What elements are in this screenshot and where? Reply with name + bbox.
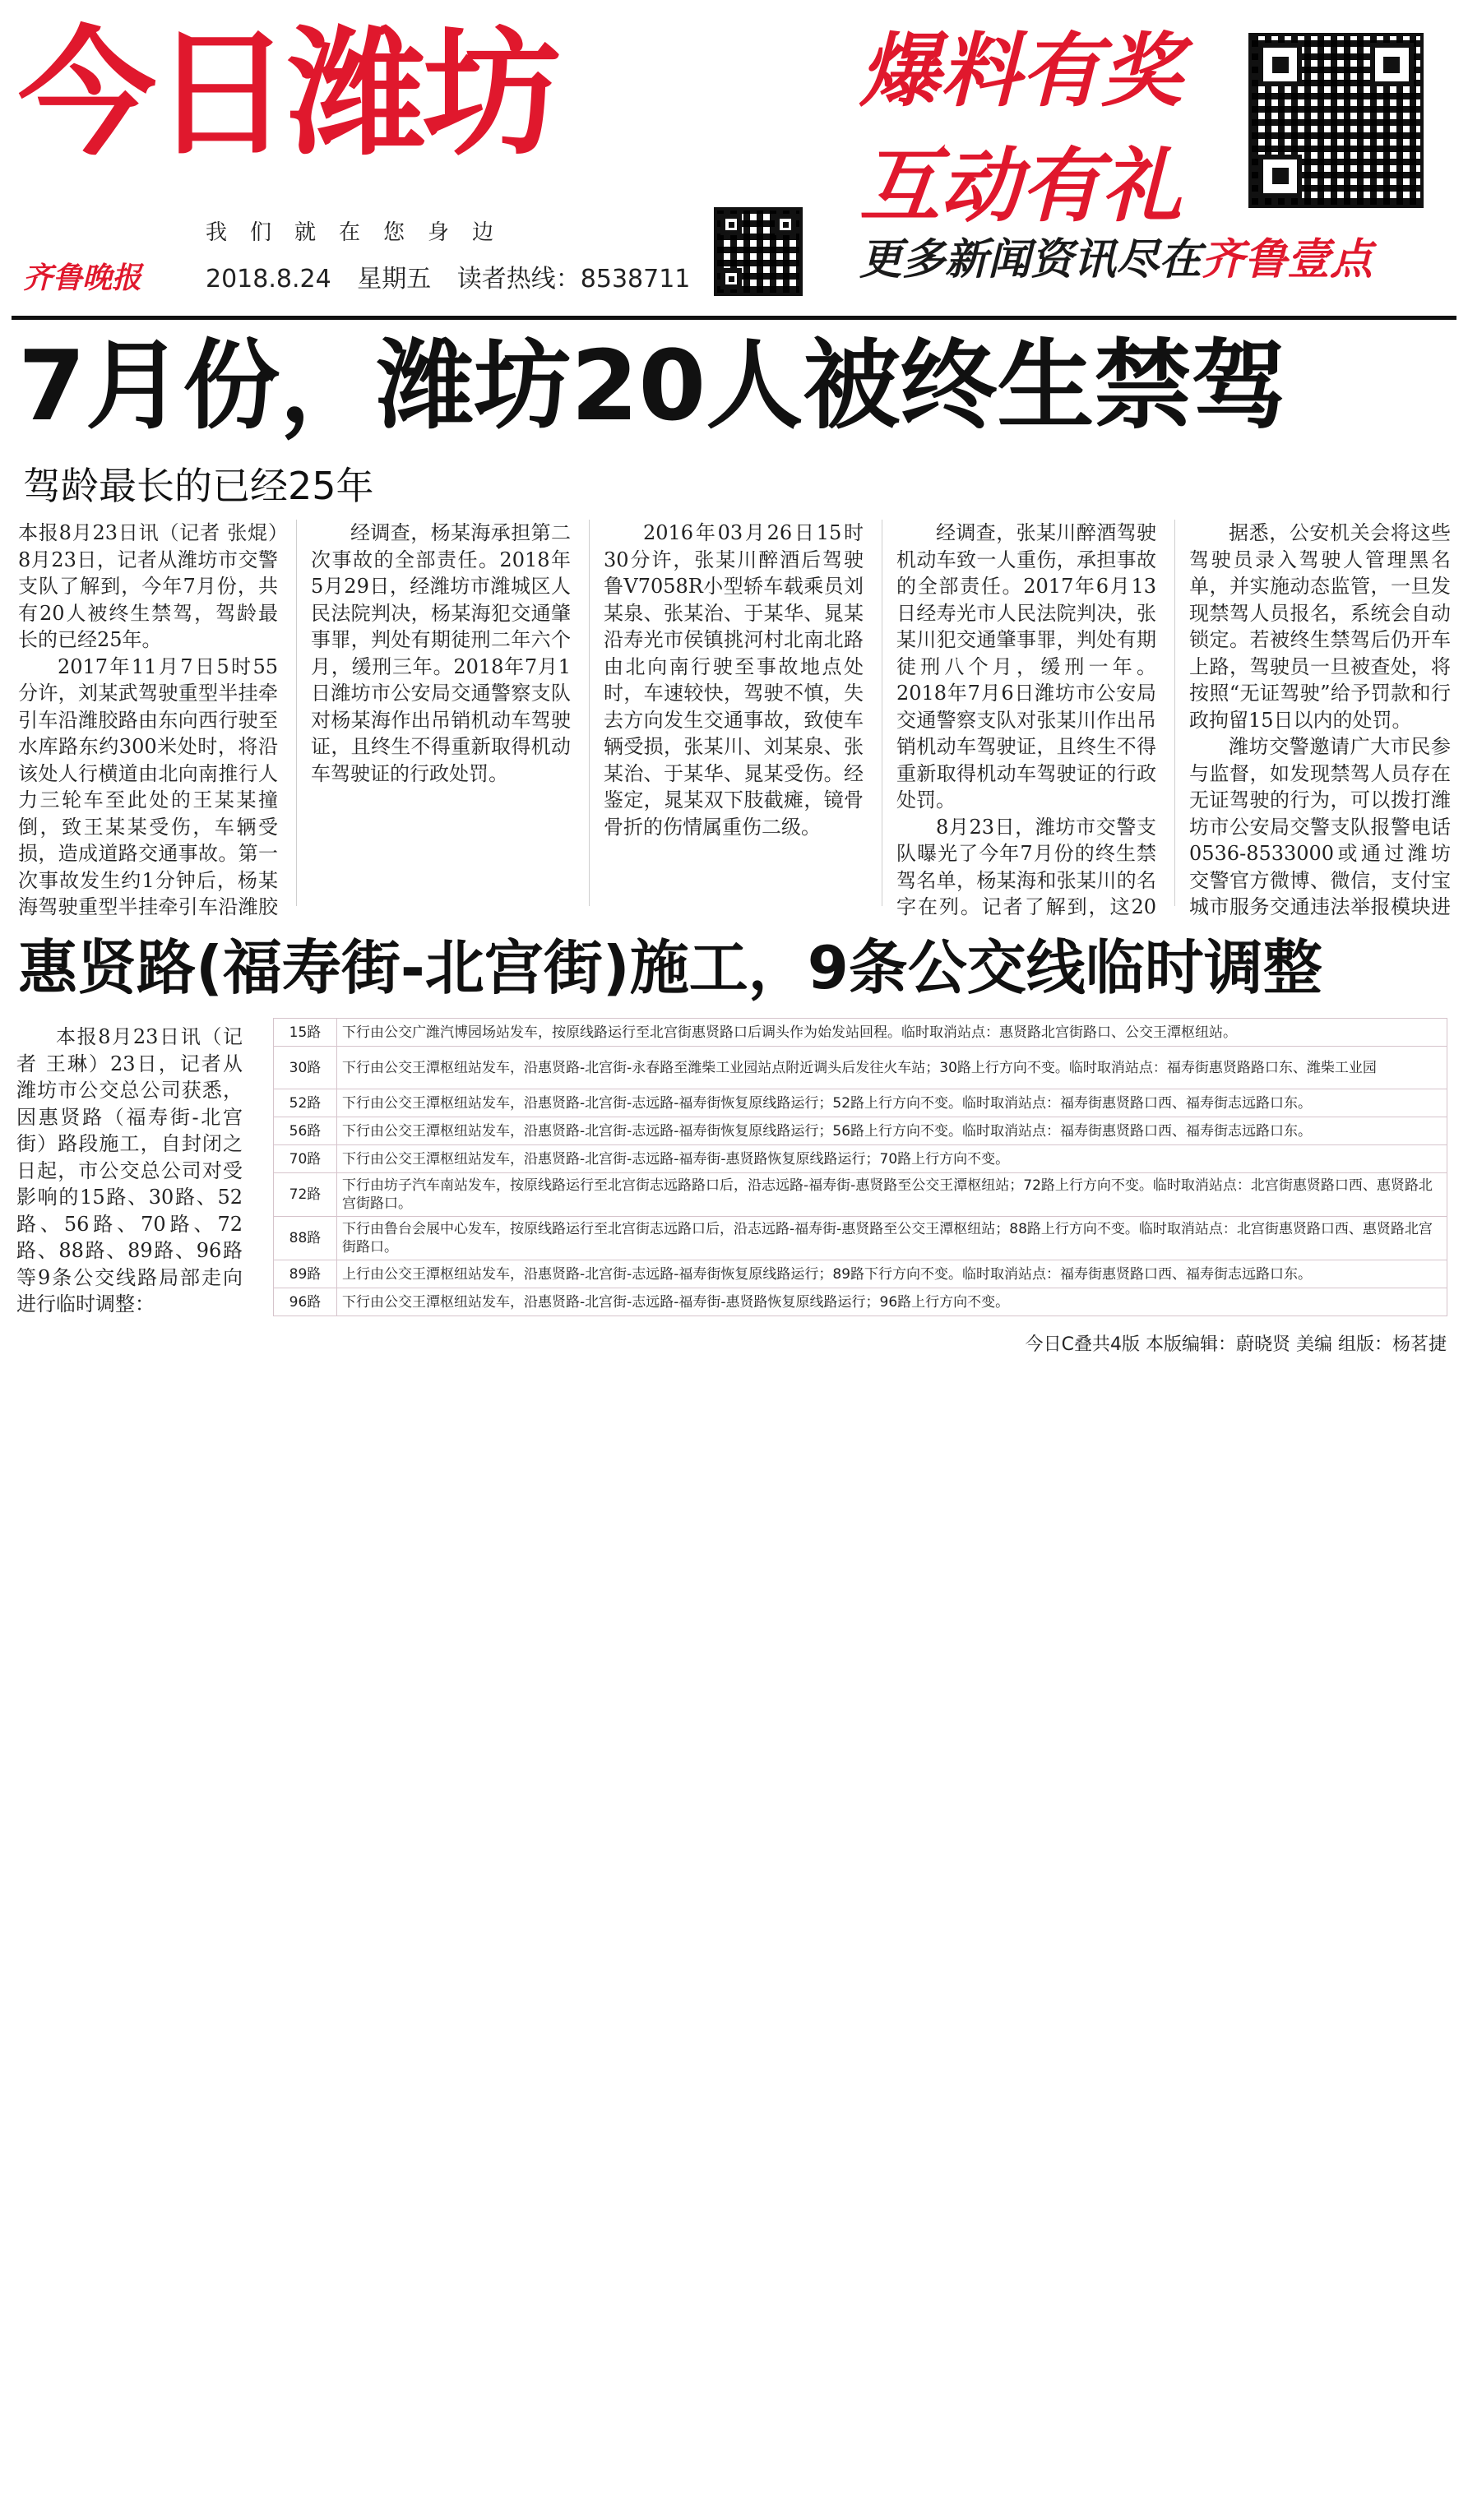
table-row: [274, 1019, 1447, 1047]
article1-para-6: 8月23日，潍坊市交警支队曝光了今年7月份的终生禁驾名单，杨某海和张某川的名字在列。记者了解到，这20: [896, 815, 1156, 918]
table-row: [274, 1047, 1447, 1089]
issue-weekday: 星期五: [357, 265, 432, 294]
table-row: [274, 1217, 1447, 1260]
article2-paragraph: 本报8月23日讯（记者 王琳）23日，记者从潍坊市公交总公司获悉，因惠贤路（福寿街-北宫街）路段施工，自封闭之日起，市公交总公司对受影响的15路、30路、52路、56路、70路、72路、88路、89路、96路等9条公交线路局部走向进行临时调整：: [16, 1025, 243, 1315]
qr-code-large-icon: [1248, 33, 1424, 208]
article2-lead: [16, 1024, 243, 1320]
promo-line-1: 爆料有奖: [859, 25, 1183, 118]
route-number: 88路: [274, 1217, 337, 1260]
column-rule: [296, 520, 297, 906]
route-number: 15路: [274, 1019, 337, 1047]
route-description: 上行由公交王潭枢纽站发车，沿惠贤路-北宫街-志远路-福寿街恢复原线路运行；89路下行方向不变。临时取消站点：福寿街惠贤路口西、福寿街志远路口东。: [337, 1260, 1447, 1288]
masthead-slogan: 我们就在您身边: [206, 220, 517, 245]
route-description: 下行由公交广潍汽博园场站发车，按原线路运行至北宫街惠贤路口后调头作为始发站回程。临时取消站点：惠贤路北宫街路口、公交王潭枢纽站。: [337, 1019, 1447, 1047]
route-description: 下行由公交王潭枢纽站发车，沿惠贤路-北宫街-志远路-福寿街-惠贤路恢复原线路运行；70路上行方向不变。: [337, 1145, 1447, 1173]
route-description: 下行由公交王潭枢纽站发车，沿惠贤路-北宫街-志远路-福寿街恢复原线路运行；52路上行方向不变。临时取消站点：福寿街惠贤路口西、福寿街志远路口东。: [337, 1089, 1447, 1117]
article1-column-4: [896, 520, 1156, 921]
article1-para-7: 据悉，公安机关会将这些驾驶员录入驾驶人管理黑名单，并实施动态监管，一旦发现禁驾人员报名，系统会自动锁定。若被终生禁驾后仍开车上路，驾驶员一旦被查处，将按照“无证驾驶”给予罚款和行政拘留15日以内的处罚。: [1189, 521, 1451, 732]
reader-hotline: 读者热线：8538711: [456, 265, 691, 294]
route-number: 96路: [274, 1288, 337, 1316]
promo-line-3: [859, 235, 1373, 284]
table-row: [274, 1288, 1447, 1316]
column-rule: [1174, 520, 1175, 906]
route-description: 下行由坊子汽车南站发车，按原线路运行至北宫街志远路路口后，沿志远路-福寿街-惠贤路至公交王潭枢纽站；72路上行方向不变。临时取消站点：北宫街惠贤路口西、惠贤路北宫街路口。: [337, 1173, 1447, 1217]
route-number: 72路: [274, 1173, 337, 1217]
article1-column-5: [1189, 520, 1451, 921]
page-footer: 今日C叠共4版 本版编辑：蔚晓贤 美编 组版：杨茗捷: [1025, 1334, 1447, 1355]
route-number: 30路: [274, 1047, 337, 1089]
route-number: 52路: [274, 1089, 337, 1117]
route-description: 下行由鲁台会展中心发车，按原线路运行至北宫街志远路口后，沿志远路-福寿街-惠贤路至公交王潭枢纽站；88路上行方向不变。临时取消站点：北宫街惠贤路口西、惠贤路北宫街路口。: [337, 1217, 1447, 1260]
table-row: [274, 1260, 1447, 1288]
promo-line-3-text: 更多新闻资讯尽在: [859, 235, 1202, 284]
table-row: [274, 1089, 1447, 1117]
masthead-divider: [12, 316, 1456, 320]
article1-column-3: [604, 520, 864, 921]
column-rule: [589, 520, 590, 906]
table-row: [274, 1173, 1447, 1217]
article1-para-3: 经调查，杨某海承担第二次事故的全部责任。2018年5月29日，经潍坊市潍城区人民法院判决，杨某海犯交通肇事罪，判处有期徒刑二年六个月，缓刑三年。2018年7月1日潍坊市公安局交通警察支队对杨某海作出吊销机动车驾驶证，且终生不得重新取得机动车驾驶证的行政处罚。: [311, 521, 571, 785]
route-description: 下行由公交王潭枢纽站发车，沿惠贤路-北宫街-永春路至潍柴工业园站点附近调头后发往火车站；30路上行方向不变。临时取消站点：福寿街惠贤路路口东、潍柴工业园: [337, 1047, 1447, 1089]
route-description: 下行由公交王潭枢纽站发车，沿惠贤路-北宫街-志远路-福寿街-惠贤路恢复原线路运行；96路上行方向不变。: [337, 1288, 1447, 1316]
article1-para-2: 2017年11月7日5时55分许，刘某武驾驶重型半挂牵引车沿潍胶路由东向西行驶至水库路东约300米处时，将沿该处人行横道由北向南推行人力三轮车至此处的王某某撞倒，致王某某受伤，车辆受损，造成道路交通事故。第一次事故发生约1分钟后，杨某海驾驶重型半挂牵引车沿潍胶: [18, 654, 278, 918]
article2-headline: 惠贤路(福寿街-北宫街)施工，9条公交线临时调整: [18, 933, 1322, 1002]
route-description: 下行由公交王潭枢纽站发车，沿惠贤路-北宫街-志远路-福寿街恢复原线路运行；56路上行方向不变。临时取消站点：福寿街惠贤路口西、福寿街志远路口东。: [337, 1117, 1447, 1145]
promo-brand: 齐鲁壹点: [1202, 235, 1373, 284]
article1-para-8: 潍坊交警邀请广大市民参与监督，如发现禁驾人员存在无证驾驶的行为，可以拨打潍坊市公安局交警支队报警电话0536-8533000或通过潍坊交警官方微博、微信，支付宝城市服务交通违法举报模块进: [1189, 735, 1451, 918]
table-row: [274, 1117, 1447, 1145]
brand-logo: 齐鲁晚报: [23, 261, 142, 295]
route-number: 56路: [274, 1117, 337, 1145]
article1-column-1: [18, 520, 278, 921]
promo-line-2: 互动有礼: [859, 140, 1183, 234]
article1-para-1: 本报8月23日讯（记者 张焜）8月23日，记者从潍坊市交警支队了解到，今年7月份，共有20人被终生禁驾，驾龄最长的已经25年。: [18, 521, 278, 651]
bus-route-table: [273, 1018, 1447, 1316]
article1-subhead: 驾龄最长的已经25年: [23, 464, 374, 508]
issue-date: 2018.8.24: [206, 265, 331, 294]
table-row: [274, 1145, 1447, 1173]
masthead-title: 今日潍坊: [18, 13, 558, 174]
article1-para-4: 2016年03月26日15时30分许，张某川醉酒后驾驶鲁V7058R小型轿车载乘员刘某泉、张某治、于某华、晁某沿寿光市侯镇挑河村北南北路由北向南行驶至事故地点处时，车速较快，驾驶不慎，失去方向发生交通事故，致使车辆受损，张某川、刘某泉、张某治、于某华、晁某受伤。经鉴定，晁某双下肢截瘫，镜骨骨折的伤情属重伤二级。: [604, 521, 864, 839]
qr-code-icon: [714, 207, 803, 296]
article1-para-5: 经调查，张某川醉酒驾驶机动车致一人重伤，承担事故的全部责任。2017年6月13日经寿光市人民法院判决，张某川犯交通肇事罪，判处有期徒刑八个月，缓刑一年。2018年7月6日潍坊市公安局交通警察支队对张某川作出吊销机动车驾驶证，且终生不得重新取得机动车驾驶证的行政处罚。: [896, 521, 1156, 811]
route-number: 70路: [274, 1145, 337, 1173]
route-number: 89路: [274, 1260, 337, 1288]
article1-headline: 7月份，潍坊20人被终生禁驾: [18, 329, 1289, 442]
article1-column-2: [311, 520, 571, 921]
dateline: [206, 258, 708, 294]
